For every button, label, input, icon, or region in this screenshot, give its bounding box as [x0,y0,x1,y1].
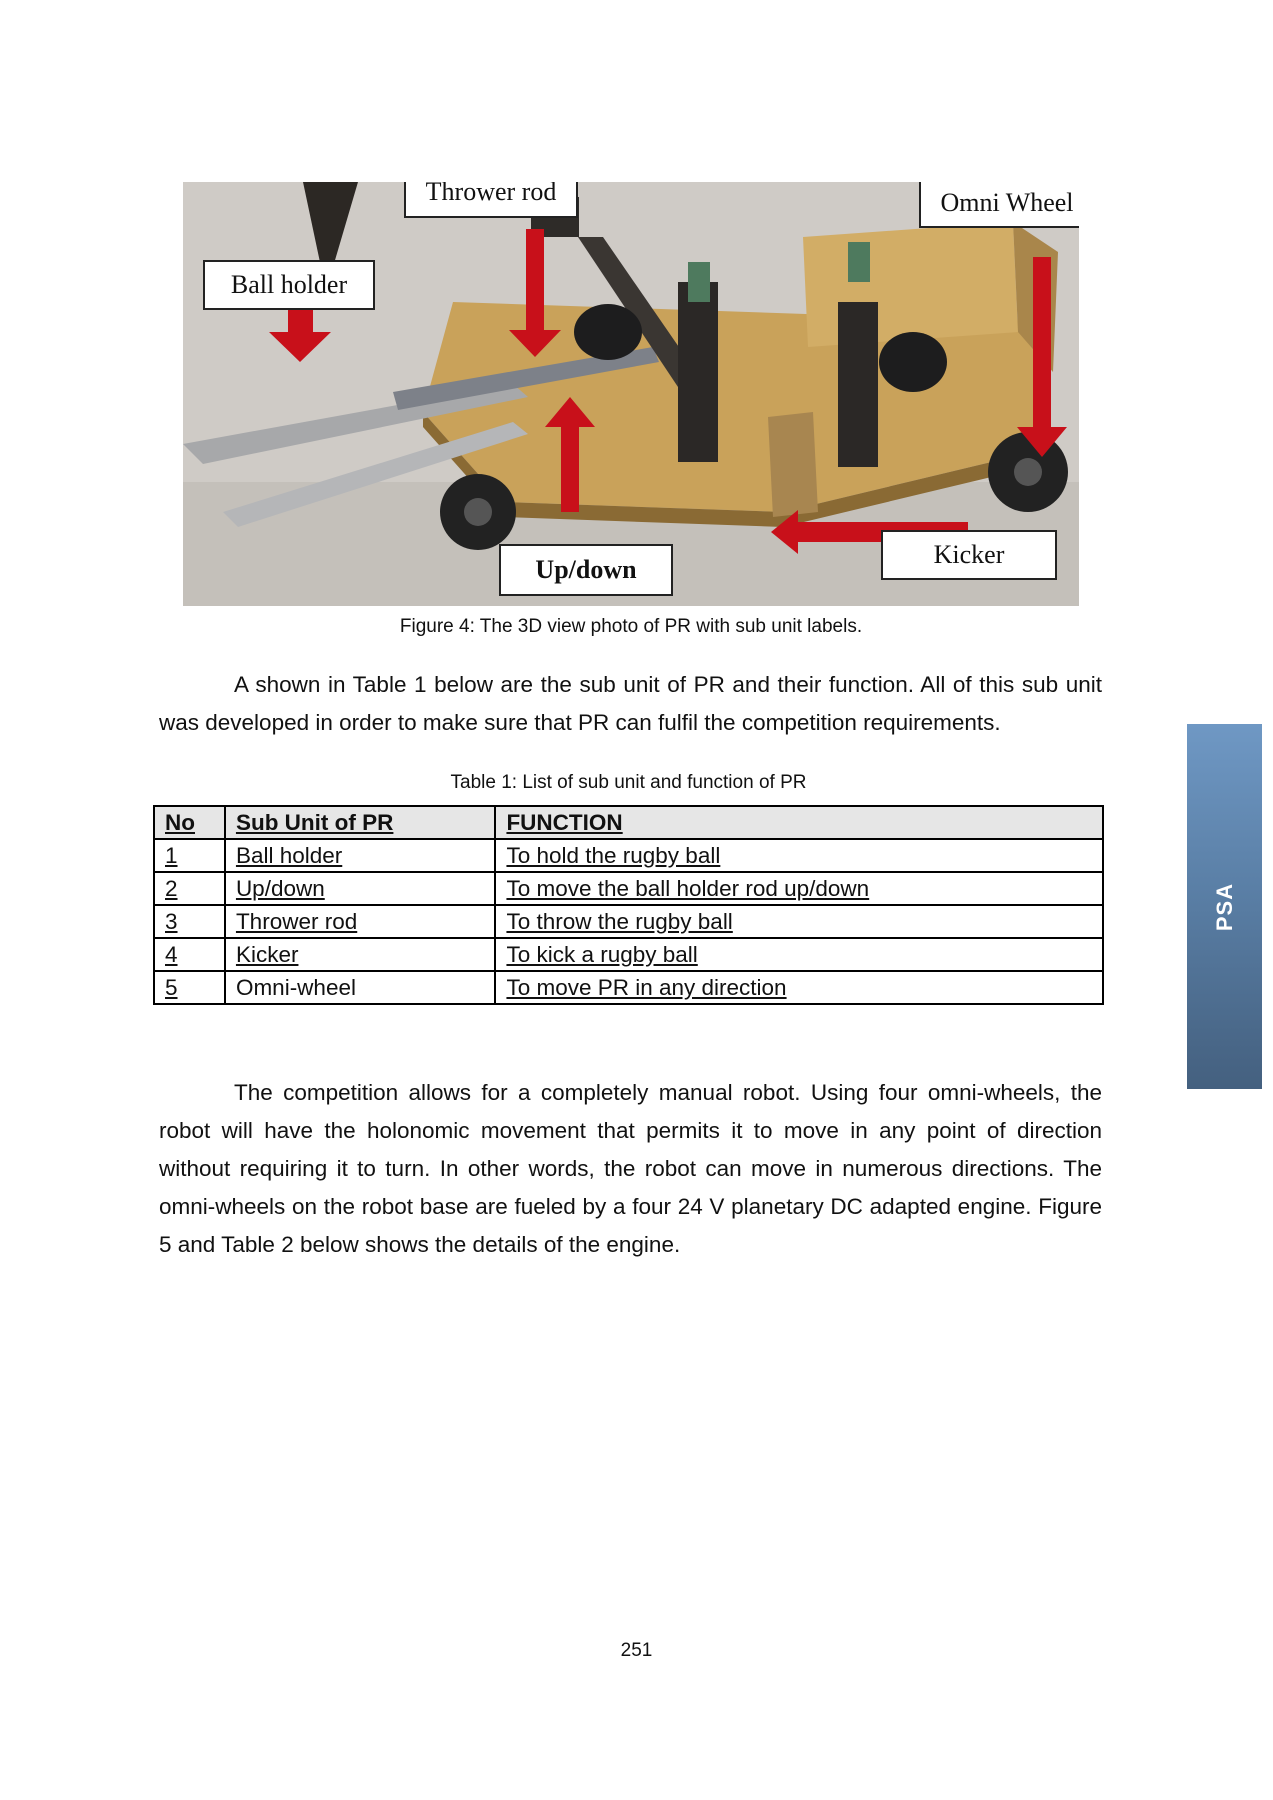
label-ball-holder: Ball holder [203,260,375,310]
cell-no: 5 [154,971,225,1004]
cell-sub-unit: Kicker [225,938,496,971]
label-thrower-rod: Thrower rod [404,182,578,218]
cell-function: To move the ball holder rod up/down [495,872,1103,905]
section-side-tab [1187,724,1262,1089]
cell-sub-unit: Thrower rod [225,905,496,938]
table-row [154,872,1103,905]
table-row [154,971,1103,1004]
motor-2 [879,332,947,392]
bracket-1 [678,282,718,462]
header-no: No [154,806,225,839]
cell-function: To kick a rugby ball [495,938,1103,971]
page-number: 251 [620,1640,653,1661]
back-box [803,222,1018,347]
robot-photo [183,182,1079,606]
cell-function: To throw the rugby ball [495,905,1103,938]
header-function: FUNCTION [495,806,1103,839]
figure-caption: Figure 4: The 3D view photo of PR with sub unit labels. [399,616,863,637]
table-row [154,839,1103,872]
bracket-2 [838,302,878,467]
cell-no: 1 [154,839,225,872]
label-omni-wheel: Omni Wheel [919,182,1079,228]
cell-no: 2 [154,872,225,905]
label-kicker: Kicker [881,530,1057,580]
cell-sub-unit: Up/down [225,872,496,905]
header-sub-unit: Sub Unit of PR [225,806,496,839]
cell-sub-unit: Ball holder [225,839,496,872]
table-header-row [154,806,1103,839]
paragraph-intro-text: A shown in Table 1 below are the sub unit of PR and their function. All of this sub unit was developed in order to make sure that PR can fulfil the competition requirements. [159,672,1102,735]
side-tab-label: PSA [1211,882,1237,931]
paragraph-intro [159,666,1102,742]
cell-no: 3 [154,905,225,938]
kicker-panel [768,412,818,517]
cell-no: 4 [154,938,225,971]
bearing-1 [688,262,710,302]
motor-1 [574,304,642,360]
cell-sub-unit: Omni-wheel [225,971,496,1004]
label-up-down: Up/down [499,544,673,596]
paragraph-competition-text: The competition allows for a completely manual robot. Using four omni-wheels, the robot will have the holonomic movement that permits it to move in any point of direction without requiring it to turn. In other words, the robot can move in numerous directions. The omni-wheels on the robot base are fueled by a four 24 V planetary DC adapted engine. Figure 5 and Table 2 below shows the details of the engine. [159,1080,1102,1257]
paragraph-competition [159,1074,1102,1264]
table-row [154,905,1103,938]
subunit-table [153,805,1104,1005]
cell-function: To move PR in any direction [495,971,1103,1004]
table-row [154,938,1103,971]
table-caption: Table 1: List of sub unit and function of PR [450,772,807,793]
cell-function: To hold the rugby ball [495,839,1103,872]
bearing-2 [848,242,870,282]
